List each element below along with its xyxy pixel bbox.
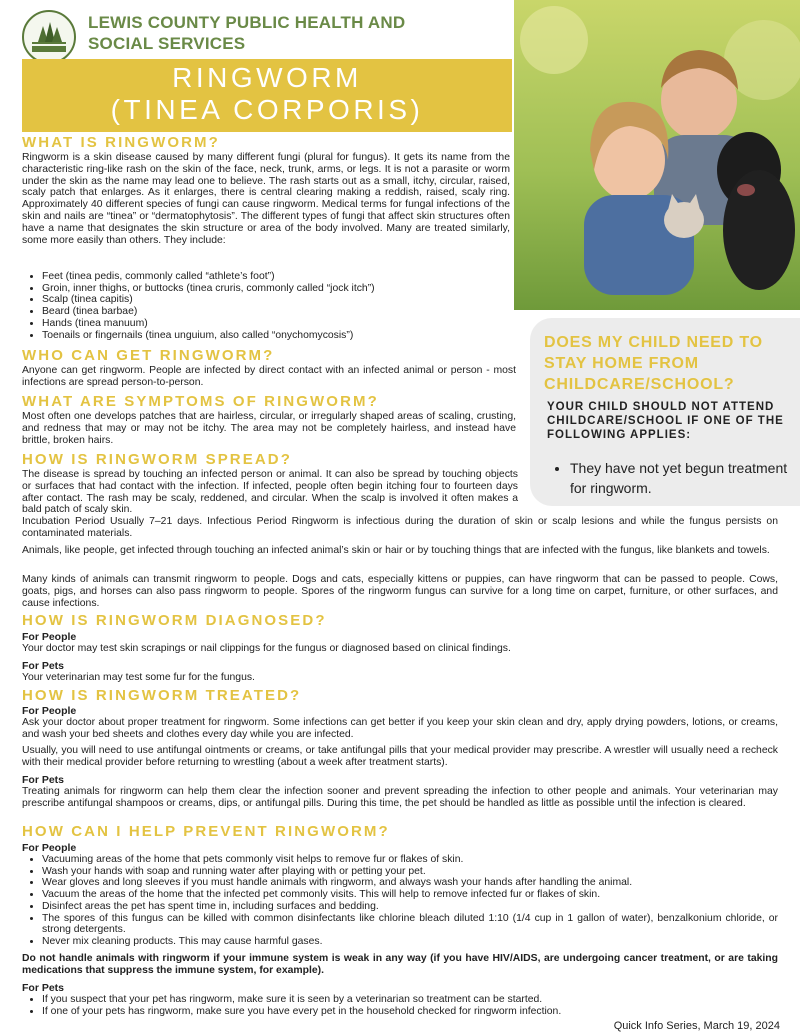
- diagnosed-people-body: Your doctor may test skin scrapings or nail clippings for the fungus or diagnosed based on clinical findings.: [22, 643, 511, 654]
- treated-people-p1: Ask your doctor about proper treatment for ringworm. Some infections can get better if you keep your skin clean and dry, apply drying powders, lotions, or creams, and wash your bed sheets and clothes every day while you are infected.: [22, 717, 778, 740]
- org-line-1: LEWIS COUNTY PUBLIC HEALTH AND: [88, 13, 406, 32]
- list-item: • Hands (tinea manuum): [42, 318, 512, 330]
- prevent-pets-label: For Pets: [22, 982, 65, 994]
- who-body: Anyone can get ringworm. People are infected by direct contact with an infected animal or person - most infections are spread person-to-person.: [22, 365, 516, 388]
- section-heading-prevent: HOW CAN I HELP PREVENT RINGWORM?: [22, 823, 390, 840]
- org-line-2: SOCIAL SERVICES: [88, 34, 246, 53]
- title-line-1: RINGWORM: [172, 62, 362, 93]
- list-item: • Disinfect areas the pet has spent time in, including surfaces and bedding.: [42, 901, 778, 913]
- county-logo: [22, 10, 76, 64]
- prevent-people-label: For People: [22, 842, 77, 854]
- list-item: • Groin, inner thighs, or buttocks (tinea cruris, commonly called “jock itch”): [42, 283, 512, 295]
- section-heading-diagnosed: HOW IS RINGWORM DIAGNOSED?: [22, 612, 327, 629]
- what-body: Ringworm is a skin disease caused by many different fungi (plural for fungus). It gets its name from the characteristic ring-like rash on the skin of the face, neck, trunk, arms, or legs. It is not a parasite or worm under the skin as the name may lead one to believe. The rash starts out as a small, itchy, circular, raised, scaly patch that enlarges. As it enlarges, there is central clearing making a reddish, raised, scaly ring. Approximately 40 different species of fungi can cause ringworm. Medical terms for fungal infections of the skin and nails are “tinea” or “dermatophytosis”. The different types of fungi that affect skin structures often have a name that designates the skin structure or area of the body involved. Many are treated similarly, some more easily than others. They include:: [22, 152, 510, 246]
- stay-home-callout: [530, 318, 800, 506]
- list-item: • Wash your hands with soap and running water after playing with or petting your pet.: [42, 866, 778, 878]
- section-heading-who: WHO CAN GET RINGWORM?: [22, 347, 275, 364]
- section-heading-treated: HOW IS RINGWORM TREATED?: [22, 687, 302, 704]
- children-with-pets-photo: [514, 0, 800, 310]
- treated-people-p2: Usually, you will need to use antifungal ointments or creams, or take antifungal pills that your medical provider may prescribe. A wrestler will usually need a recheck with their medical provider before returning to wrestling (about a week after treatment starts).: [22, 745, 778, 768]
- list-item: • The spores of this fungus can be killed with common disinfectants like chlorine bleach diluted 1:10 (1/4 cup in 1 gallon of water), benzalkonium chloride, or strong detergents.: [42, 913, 778, 936]
- section-heading-symptoms: WHAT ARE SYMPTOMS OF RINGWORM?: [22, 393, 379, 410]
- list-item: • If you suspect that your pet has ringworm, make sure it is seen by a veterinarian so treatment can be started.: [42, 994, 778, 1006]
- diagnosed-people-label: For People: [22, 631, 77, 643]
- list-item: • Never mix cleaning products. This may cause harmful gases.: [42, 936, 778, 948]
- diagnosed-pets-body: Your veterinarian may test some fur for the fungus.: [22, 672, 255, 683]
- prevent-people-list: [22, 854, 778, 948]
- immune-warning: Do not handle animals with ringworm if your immune system is weak in any way (if you have HIV/AIDS, are undergoing cancer treatment, or are taking medications that suppress the immune system, for example).: [22, 953, 778, 976]
- list-item: • If one of your pets has ringworm, make sure you have every pet in the household checked for ringworm infection.: [42, 1006, 778, 1018]
- callout-heading: DOES MY CHILD NEED TO STAY HOME FROM CHILDCARE/SCHOOL?: [544, 334, 763, 393]
- diagnosed-pets-label: For Pets: [22, 660, 65, 672]
- treated-people-label: For People: [22, 705, 77, 717]
- list-item: • Vacuuming areas of the home that pets commonly visit helps to remove fur or flakes of skin.: [42, 854, 778, 866]
- callout-list: [552, 458, 790, 498]
- callout-subheading: YOUR CHILD SHOULD NOT ATTEND CHILDCARE/SCHOOL IF ONE OF THE FOLLOWING APPLIES:: [547, 401, 784, 441]
- list-item: • Beard (tinea barbae): [42, 306, 512, 318]
- list-item: • Scalp (tinea capitis): [42, 294, 512, 306]
- title-banner: [22, 59, 512, 132]
- spread-p1: The disease is spread by touching an infected person or animal. It can also be spread by touching objects or surfaces that had contact with the infection. If infected, people often begin itching four to fourteen days after contact. The rash may be scaly, reddened, and circular. When the scalp is involved it often makes a bald patch of scaly skin.: [22, 469, 518, 516]
- symptoms-body: Most often one develops patches that are hairless, circular, or irregularly shaped areas of scaling, crusting, and redness that may or may not be itchy. The area may not be completely hairless, and instead have brittle, broken hairs.: [22, 411, 516, 446]
- organization-name: [88, 12, 405, 54]
- list-item: • Feet (tinea pedis, commonly called “athlete’s foot”): [42, 271, 512, 283]
- section-heading-what: WHAT IS RINGWORM?: [22, 134, 220, 151]
- footer-series-date: Quick Info Series, March 19, 2024: [613, 1020, 780, 1032]
- section-heading-spread: HOW IS RINGWORM SPREAD?: [22, 451, 292, 468]
- list-item: • Wear gloves and long sleeves if you must handle animals with ringworm, and always wash your hands after handling the animal.: [42, 877, 778, 889]
- treated-pets-label: For Pets: [22, 774, 65, 786]
- title-line-2: (TINEA CORPORIS): [110, 94, 424, 125]
- spread-p2: Incubation Period Usually 7–21 days. Infectious Period Ringworm is infectious during the duration of skin or scalp lesions and while the fungus persists on contaminated materials.: [22, 516, 778, 539]
- list-item: • Toenails or fingernails (tinea unguium, also called “onychomycosis”): [42, 330, 512, 342]
- treated-pets-body: Treating animals for ringworm can help them clear the infection sooner and prevent spreading the infection to other people and animals. Your veterinarian may prescribe antifungal shampoos or creams, dips, or antifungal pills. During this time, the pet should be handled as little as possible until the infection is cleared.: [22, 786, 778, 809]
- callout-item: • They have not yet begun treatment for ringworm.: [570, 458, 790, 498]
- spread-p3: Animals, like people, get infected through touching an infected animal’s skin or hair or by touching things that are infected with the fungus, like blankets and towels.: [22, 545, 770, 556]
- spread-p4: Many kinds of animals can transmit ringworm to people. Dogs and cats, especially kittens or puppies, can have ringworm that can be passed to people. Cows, goats, pigs, and horses can also pass ringworm to people. Spores of the ringworm fungus can survive for a long time on carpet, furniture, or other surfaces, and cause infections.: [22, 574, 778, 609]
- list-item: • Vacuum the areas of the home that the infected pet commonly visits. This will help to remove infected fur or flakes of skin.: [42, 889, 778, 901]
- tinea-types-list: [22, 271, 512, 341]
- prevent-pets-list: [22, 994, 778, 1017]
